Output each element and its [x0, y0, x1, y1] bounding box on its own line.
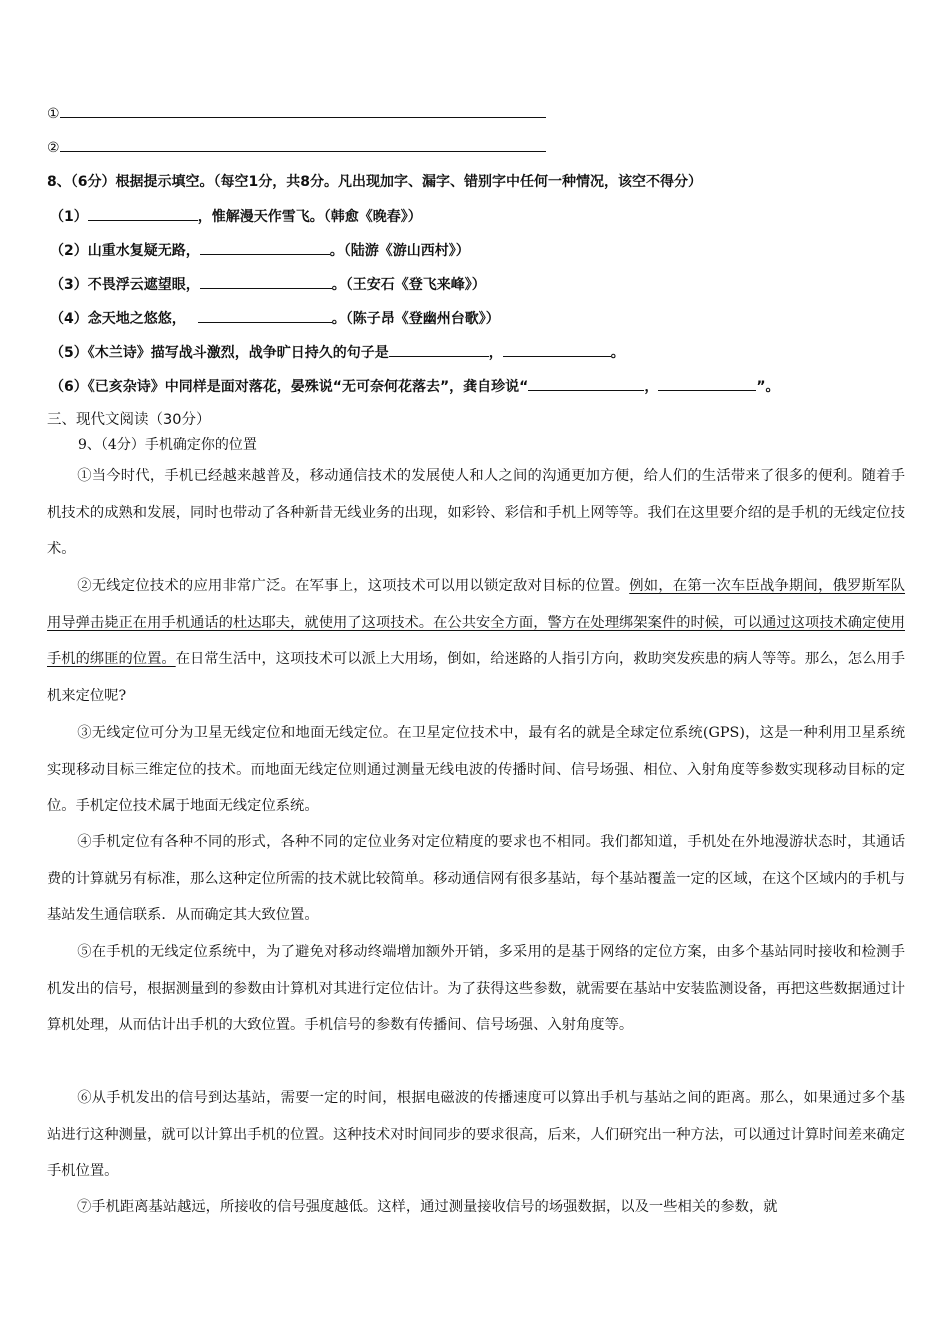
q8-item-6-mid: ，	[644, 379, 659, 395]
q8-item-6-blank-2[interactable]	[658, 376, 756, 391]
paragraph-7-text: ⑦手机距离基站越远，所接收的信号强度越低。这样，通过测量接收信号的场强数据，以及一些相关的参数，就	[77, 1199, 778, 1215]
paragraph-7	[47, 1189, 905, 1226]
q8-item-3	[50, 274, 486, 295]
answer-blank-2[interactable]	[60, 137, 546, 152]
paragraph-5	[47, 934, 905, 1044]
q8-item-5-blank-1[interactable]	[389, 342, 489, 357]
q8-item-6	[50, 376, 780, 397]
q8-item-2-num: （2）	[50, 243, 88, 259]
q8-item-2-after: 。（陆游《游山西村》）	[329, 243, 470, 259]
q8-item-5-mid: ，	[488, 345, 503, 361]
paragraph-2-text-a: ②无线定位技术的应用非常广泛。在军事上，这项技术可以用以锁定敌对目标的位置。	[77, 578, 630, 594]
q8-item-2	[50, 240, 470, 261]
paragraph-4-text: ④手机定位有各种不同的形式，各种不同的定位业务对定位精度的要求也不相同。我们都知道，手机处在外地漫游状态时，其通话费的计算就另有标准，那么这种定位所需的技术就比较简单。移动通信网有很多基站，每个基站覆盖一定的区域，在这个区域内的手机与基站发生通信联系．从而确定其大致位置。	[47, 834, 905, 924]
q8-item-6-num: （6）	[50, 379, 88, 395]
paragraph-2-text-b: 在日常生活中，这项技术可以派上大用场，倒如，给迷路的人指引方向，救助突发疾患的病人等等。那么，怎么用手机来定位呢?	[47, 651, 905, 704]
paragraph-4	[47, 824, 905, 934]
q8-item-1-num: （1）	[50, 209, 88, 225]
answer-line-2-marker: ②	[47, 140, 60, 156]
q8-item-4	[50, 308, 500, 329]
q8-item-6-after: ”。	[756, 379, 780, 395]
q9-title: 9、（4分）手机确定你的位置	[78, 437, 257, 453]
answer-blank-1[interactable]	[60, 103, 546, 118]
q8-item-3-before: 不畏浮云遮望眼，	[87, 277, 200, 293]
q8-item-6-blank-1[interactable]	[528, 376, 644, 391]
q8-item-1-blank[interactable]	[88, 206, 198, 221]
paragraph-3	[47, 715, 905, 825]
q8-item-3-blank[interactable]	[200, 274, 332, 289]
q8-item-5-after: 。	[610, 345, 625, 361]
q8-item-5-blank-2[interactable]	[503, 342, 611, 357]
q8-item-5	[50, 342, 625, 363]
answer-line-2[interactable]	[47, 137, 546, 158]
q8-item-4-before: 念天地之悠悠，	[87, 311, 186, 327]
q8-item-2-before: 山重水复疑无路，	[87, 243, 200, 259]
q8-item-1-after: ，惟解漫天作雪飞。（韩愈《晚春》）	[197, 209, 422, 225]
q8-item-3-num: （3）	[50, 277, 88, 293]
q8-item-5-num: （5）	[50, 345, 88, 361]
paragraph-3-text: ③无线定位可分为卫星无线定位和地面无线定位。在卫星定位技术中，最有名的就是全球定位系统(GPS)，这是一种利用卫星系统实现移动目标三维定位的技术。而地面无线定位则通过测量无线电波的传播时间、信号场强、相位、入射角度等参数实现移动目标的定位。手机定位技术属于地面无线定位系统。	[47, 725, 905, 815]
q8-item-4-num: （4）	[50, 311, 88, 327]
paragraph-6-text: ⑥从手机发出的信号到达基站，需要一定的时间，根据电磁波的传播速度可以算出手机与基站之间的距离。那么，如果通过多个基站进行这种测量，就可以计算出手机的位置。这种技术对时间同步的要求很高，后来，人们研究出一种方法，可以通过计算时间差来确定手机位置。	[47, 1090, 905, 1180]
q8-item-1	[50, 206, 422, 227]
q8-item-5-before: 《木兰诗》描写战斗激烈，战争旷日持久的句子是	[87, 345, 389, 361]
section-3-title: 三、现代文阅读（30分）	[47, 412, 211, 428]
q8-item-2-blank[interactable]	[200, 240, 330, 255]
paragraph-5-text: ⑤在手机的无线定位系统中，为了避免对移动终端增加额外开销，多采用的是基于网络的定位方案，由多个基站同时接收和检测手机发出的信号，根据测量到的参数由计算机对其进行定位估计。为了获得这些参数，就需要在基站中安装监测设备，再把这些数据通过计算机处理，从而估计出手机的大致位置。手机信号的参数有传播间、信号场强、入射角度等。	[47, 944, 905, 1034]
answer-line-1-marker: ①	[47, 106, 60, 122]
q8-prompt: 8、（6分）根据提示填空。（每空1分，共8分。凡出现加字、漏字、错别字中任何一种情况，该空不得分）	[47, 174, 702, 190]
paragraph-1-text: ①当今时代，手机已经越来越普及，移动通信技术的发展使人和人之间的沟通更加方便，给人们的生活带来了很多的便利。随着手机技术的成熟和发展，同时也带动了各种新昔无线业务的出现，如彩铃、彩信和手机上网等等。我们在这里要介绍的是手机的无线定位技术。	[47, 468, 905, 558]
q8-item-6-before: 《已亥杂诗》中同样是面对落花，晏殊说“无可奈何花落去”，龚自珍说“	[87, 379, 529, 395]
q8-item-4-blank[interactable]	[198, 308, 332, 323]
answer-line-1[interactable]	[47, 103, 546, 124]
paragraph-6	[47, 1080, 905, 1190]
q8-item-3-after: 。（王安石《登飞来峰》）	[331, 277, 486, 293]
paragraph-2	[47, 568, 905, 714]
q8-item-4-after: 。（陈子昂《登幽州台歌》）	[331, 311, 500, 327]
paragraph-2-underlined: 例如，在第一次车臣战争期间，俄罗斯军队用导弹击毙正在用手机通话的杜达耶夫，就使用了这项技术。在公共安全方面，警方在处理绑架案件的时候，可以通过这项技术确定使用手机的绑匪的位置。	[47, 578, 906, 668]
paragraph-1	[47, 458, 905, 568]
